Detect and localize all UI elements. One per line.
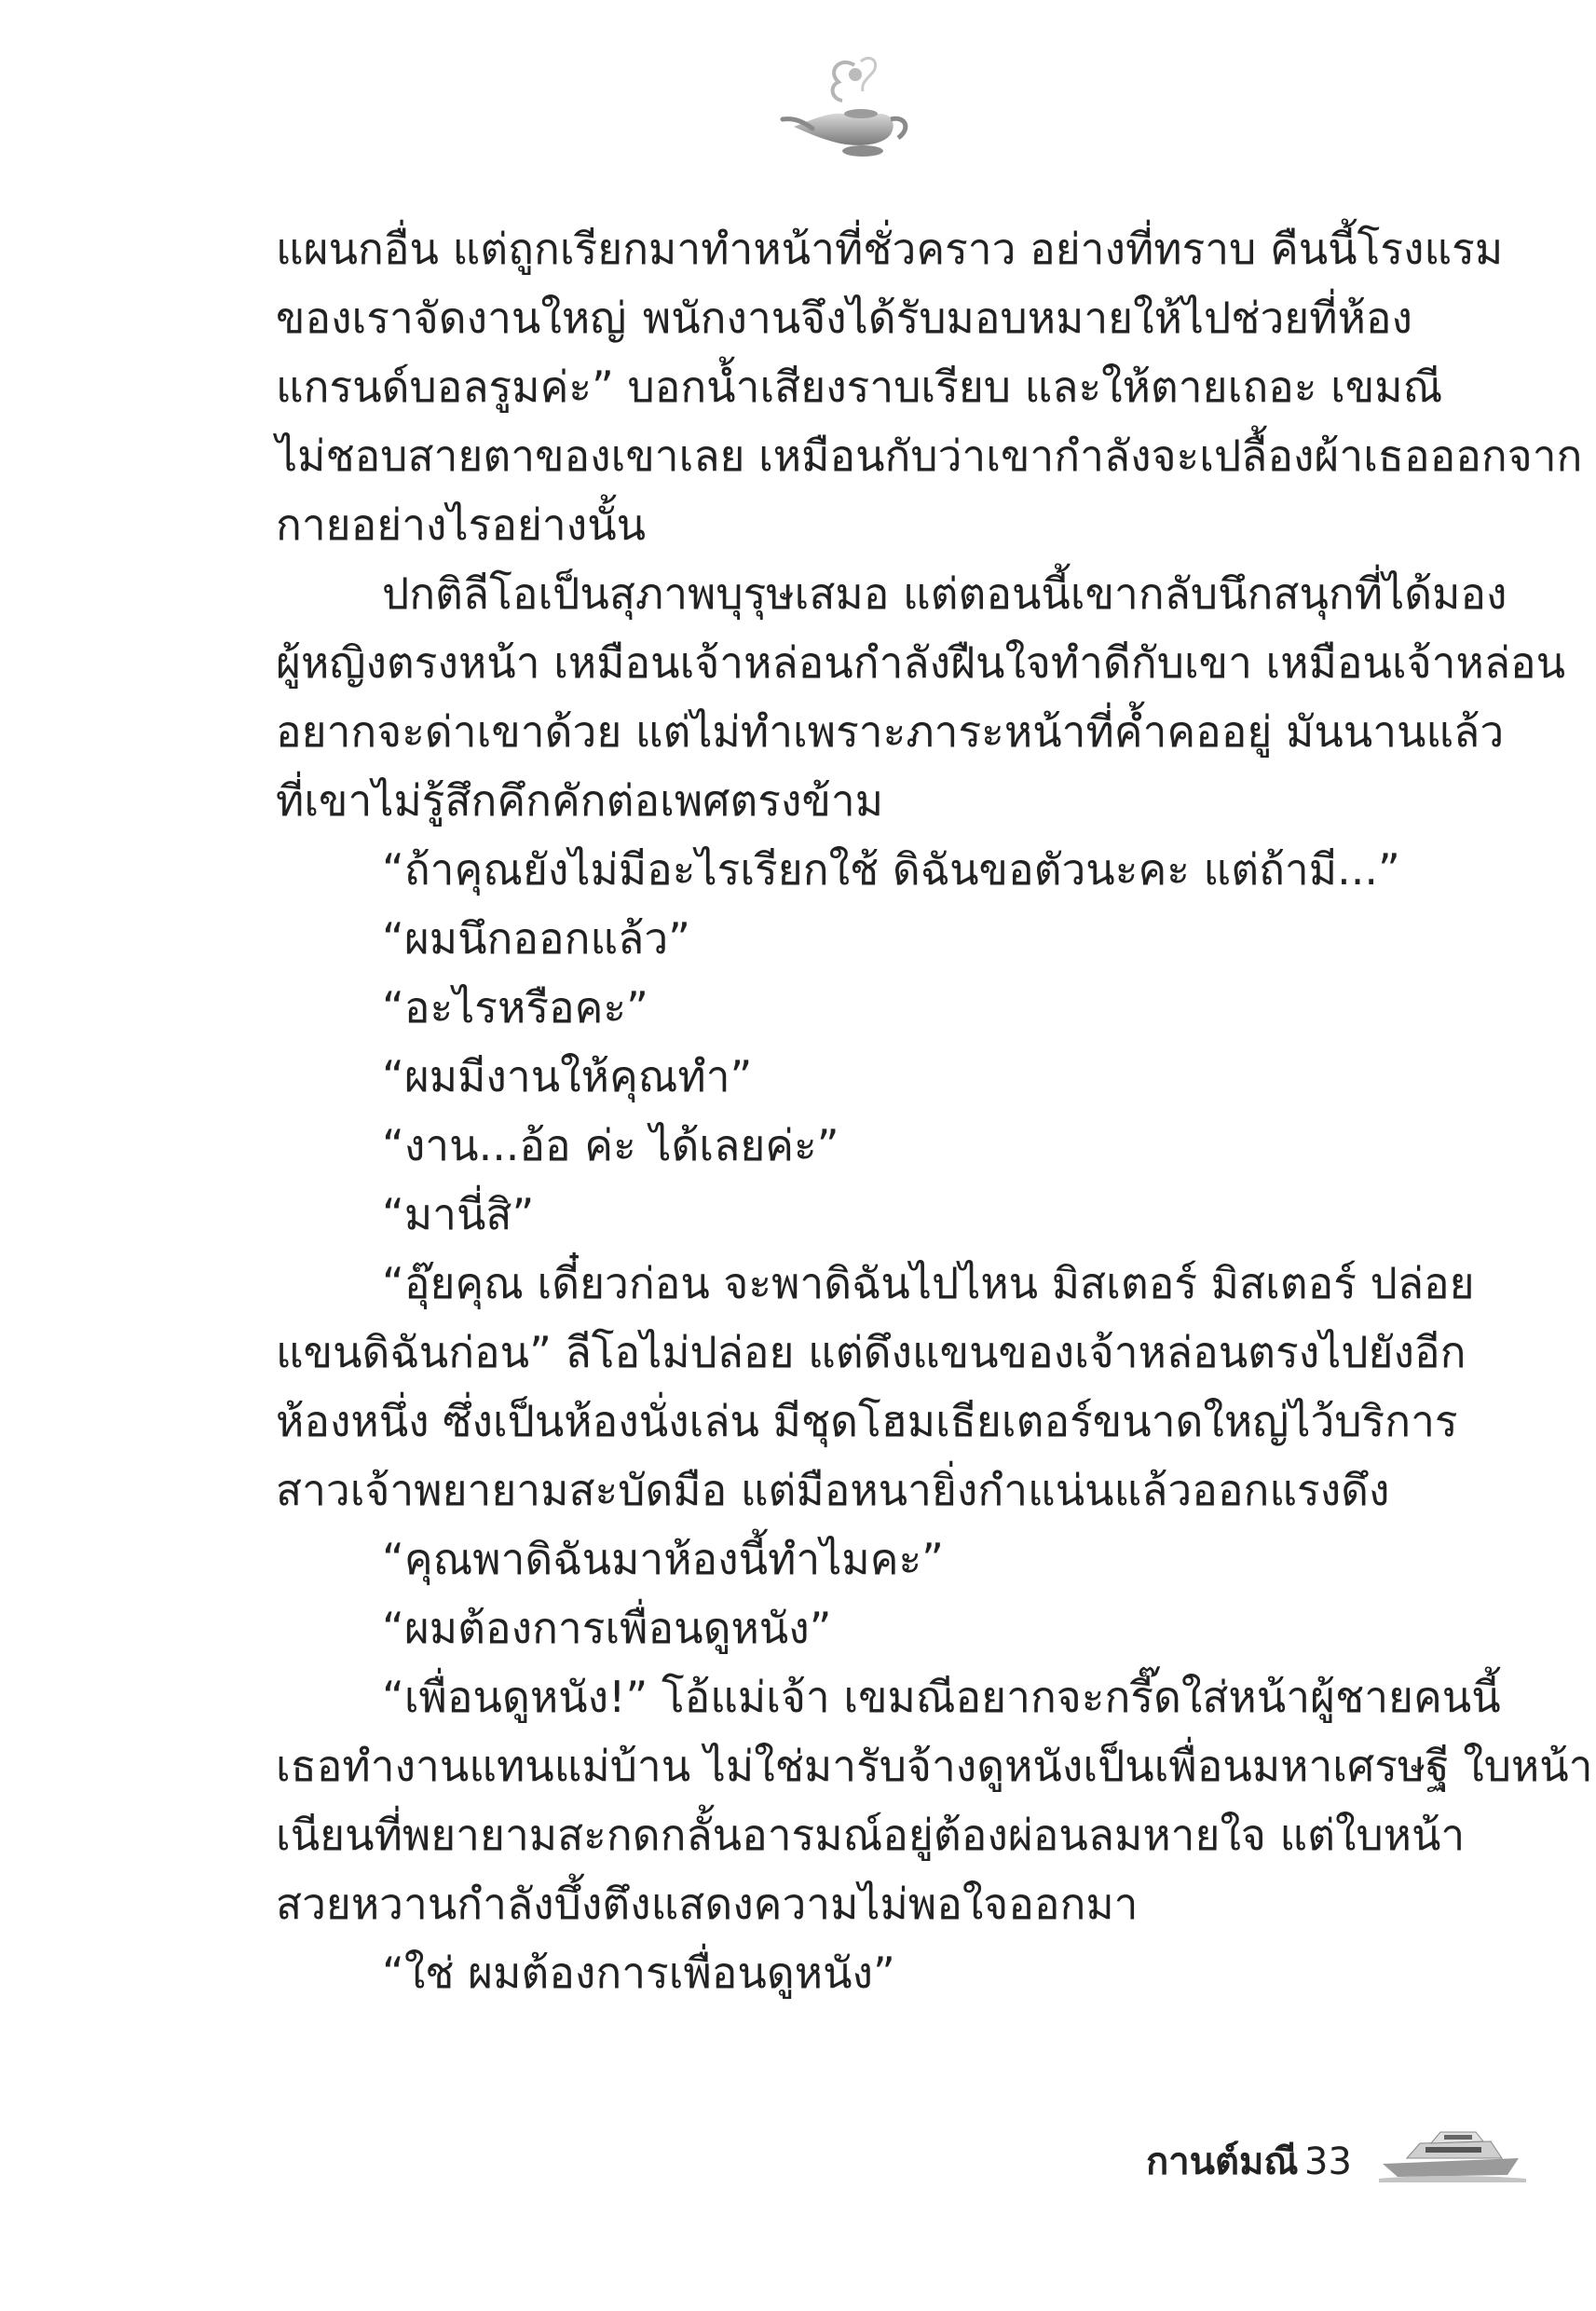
text-line: กายอย่างไรอย่างนั้น <box>276 499 647 550</box>
text-line: ห้องหนึ่ง ซึ่งเป็นห้องนั่งเล่น มีชุดโฮมเธียเตอร์ขนาดใหญ่ไว้บริการ <box>276 1396 1458 1446</box>
dialogue-line: “ผมนึกออกแล้ว” <box>382 913 691 964</box>
text-line: “เพื่อนดูหนัง!” โอ้แม่เจ้า เขมณีอยากจะกรี๊ดใส่หน้าผู้ชายคนนี้ <box>382 1672 1501 1722</box>
dialogue-line: “อะไรหรือคะ” <box>382 982 648 1032</box>
dialogue-line: “คุณพาดิฉันมาห้องนี้ทำไมคะ” <box>382 1534 945 1584</box>
dialogue-line: “มานี่สิ” <box>382 1189 535 1239</box>
text-line: ที่เขาไม่รู้สึกคึกคักต่อเพศตรงข้าม <box>276 775 884 826</box>
page-number: 33 <box>1304 2140 1352 2183</box>
genie-lamp-icon <box>775 54 915 166</box>
dialogue-line: “งาน...อ้อ ค่ะ ได้เลยค่ะ” <box>382 1120 839 1170</box>
page-body <box>276 214 1593 2007</box>
text-line: สวยหวานกำลังบึ้งตึงแสดงความไม่พอใจออกมา <box>276 1879 1139 1929</box>
book-title: กานต์มณี <box>1146 2140 1299 2183</box>
text-line: ผู้หญิงตรงหน้า เหมือนเจ้าหล่อนกำลังฝืนใจทำดีกับเขา เหมือนเจ้าหล่อน <box>276 637 1566 688</box>
text-line: แผนกอื่น แต่ถูกเรียกมาทำหน้าที่ชั่วคราว อย่างที่ทราบ คืนนี้โรงแรม <box>276 224 1504 274</box>
yacht-icon <box>1379 2121 1528 2186</box>
text-line: เธอทำงานแทนแม่บ้าน ไม่ใช่มารับจ้างดูหนังเป็นเพื่อนมหาเศรษฐี ใบหน้า <box>276 1741 1593 1791</box>
dialogue-line: “ผมต้องการเพื่อนดูหนัง” <box>382 1603 832 1653</box>
text-line: อยากจะด่าเขาด้วย แต่ไม่ทำเพราะภาระหน้าที่ค้ำคออยู่ มันนานแล้ว <box>276 706 1505 757</box>
dialogue-line: “ผมมีงานให้คุณทำ” <box>382 1051 753 1101</box>
page-footer <box>1146 2134 1537 2190</box>
text-line: สาวเจ้าพยายามสะบัดมือ แต่มือหนายิ่งกำแน่นแล้วออกแรงดึง <box>276 1465 1390 1515</box>
text-line: “อุ๊ยคุณ เดี๋ยวก่อน จะพาดิฉันไปไหน มิสเตอร์ มิสเตอร์ ปล่อย <box>382 1258 1475 1308</box>
dialogue-line: “ถ้าคุณยังไม่มีอะไรเรียกใช้ ดิฉันขอตัวนะคะ แต่ถ้ามี...” <box>382 844 1400 895</box>
text-line: ไม่ชอบสายตาของเขาเลย เหมือนกับว่าเขากำลังจะเปลื้องผ้าเธอออกจาก <box>276 431 1583 481</box>
text-line: ของเราจัดงานใหญ่ พนักงานจึงได้รับมอบหมายให้ไปช่วยที่ห้อง <box>276 293 1412 343</box>
text-line: แกรนด์บอลรูมค่ะ” บอกน้ำเสียงราบเรียบ และให้ตายเถอะ เขมณี <box>276 362 1443 412</box>
text-line: เนียนที่พยายามสะกดกลั้นอารมณ์อยู่ต้องผ่อนลมหายใจ แต่ใบหน้า <box>276 1810 1466 1860</box>
dialogue-line: “ใช่ ผมต้องการเพื่อนดูหนัง” <box>382 1948 895 1998</box>
text-line: ปกติลีโอเป็นสุภาพบุรุษเสมอ แต่ตอนนี้เขากลับนึกสนุกที่ได้มอง <box>382 568 1507 619</box>
text-line: แขนดิฉันก่อน” ลีโอไม่ปล่อย แต่ดึงแขนของเจ้าหล่อนตรงไปยังอีก <box>276 1327 1466 1377</box>
